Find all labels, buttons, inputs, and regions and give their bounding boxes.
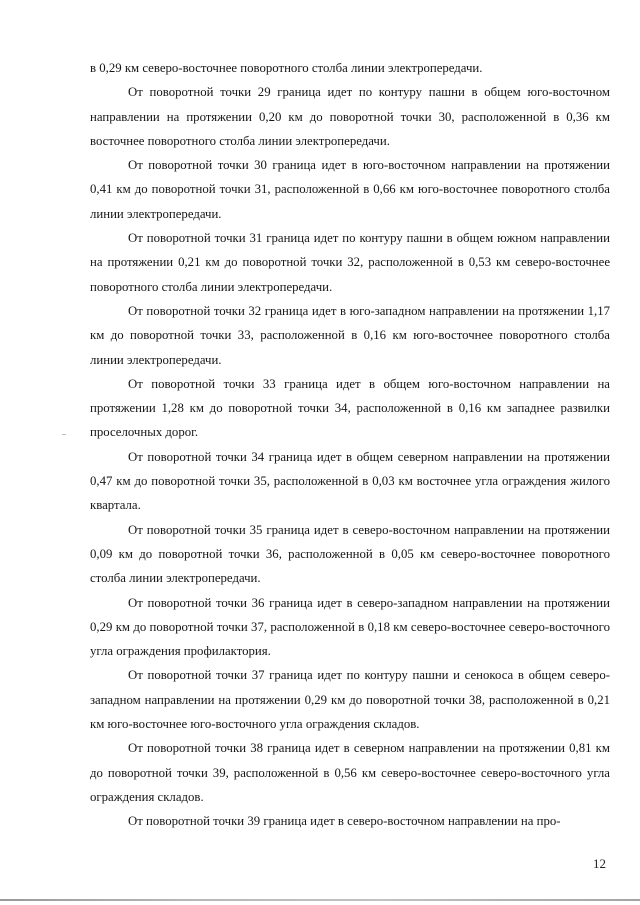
- paragraph: От поворотной точки 39 граница идет в северо-восточном направлении на про-: [128, 814, 561, 829]
- paragraph: От поворотной точки 31 граница идет по контуру пашни в общем южном направлении на протяжении 0,21 км до поворотной точки 32, расположенной в 0,53 км северо-восточнее поворотного столба линии электропередачи.: [90, 231, 610, 294]
- page-number: 12: [593, 856, 606, 871]
- scan-artifact: [62, 434, 66, 435]
- document-body: [90, 56, 610, 834]
- paragraph: От поворотной точки 36 граница идет в северо-западном направлении на протяжении 0,29 км до поворотной точки 37, расположенной в 0,18 км северо-восточнее северо-восточного угла ограждения профилактория.: [90, 595, 610, 659]
- paragraph: От поворотной точки 32 граница идет в юго-западном направлении на протяжении 1,17 км до поворотной точки 33, расположенной в 0,16 км юго-восточнее поворотного столба линии электропередачи.: [90, 303, 610, 367]
- paragraph-continued: в 0,29 км северо-восточнее поворотного столба линии электропередачи.: [90, 61, 483, 75]
- paragraph: От поворотной точки 37 граница идет по контуру пашни и сенокоса в общем северо-западном направлении на протяжении 0,29 км до поворотной точки 38, расположенной в 0,21 км юго-восточнее юго-восточного угла ограждения складов.: [90, 668, 610, 732]
- paragraph: От поворотной точки 35 граница идет в северо-восточном направлении на протяжении 0,09 км до поворотной точки 36, расположенной в 0,05 км северо-восточнее поворотного столба линии электропередачи.: [90, 522, 610, 586]
- paragraph: От поворотной точки 38 граница идет в северном направлении на протяжении 0,81 км до поворотной точки 39, расположенной в 0,56 км северо-восточнее северо-восточного угла ограждения складов.: [90, 741, 610, 804]
- paragraph: От поворотной точки 33 граница идет в общем юго-восточном направлении на протяжении 1,28 км до поворотной точки 34, расположенной в 0,16 км западнее развилки проселочных дорог.: [90, 376, 610, 440]
- paragraph: От поворотной точки 29 граница идет по контуру пашни в общем юго-восточном направлении на протяжении 0,20 км до поворотной точки 30, расположенной в 0,36 км восточнее поворотного столба линии электропередачи.: [90, 85, 610, 148]
- scan-bottom-edge: [0, 899, 640, 901]
- paragraph: От поворотной точки 30 граница идет в юго-восточном направлении на протяжении 0,41 км до поворотной точки 31, расположенной в 0,66 км юго-восточнее поворотного столба линии электропередачи.: [90, 158, 610, 221]
- paragraph: От поворотной точки 34 граница идет в общем северном направлении на протяжении 0,47 км до поворотной точки 35, расположенной в 0,03 км восточнее угла ограждения жилого квартала.: [90, 449, 610, 513]
